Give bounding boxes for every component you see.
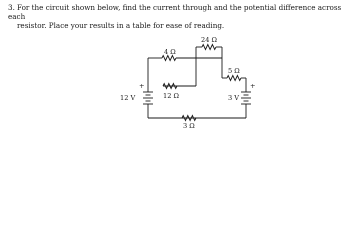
battery-12v-symbol [143, 92, 153, 104]
top-loop-wire [196, 47, 222, 58]
battery-3v-symbol [241, 92, 251, 104]
resistor-12-ohm-label: 12 Ω [163, 92, 179, 100]
battery-3v-plus: + [250, 82, 256, 90]
resistor-5-ohm-label: 5 Ω [228, 67, 240, 75]
resistor-12-ohm [163, 84, 177, 89]
resistor-4-ohm [162, 56, 176, 61]
resistor-3-ohm-label: 3 Ω [183, 122, 195, 130]
battery-12v-label: 12 V [120, 94, 136, 102]
resistor-24-ohm [202, 45, 216, 50]
resistor-24-ohm-label: 24 Ω [201, 36, 217, 44]
resistor-5-ohm [227, 76, 241, 81]
battery-12v-plus: + [139, 82, 145, 90]
problem-number: 3. [8, 3, 15, 12]
resistor-3-ohm [182, 116, 196, 121]
battery-3v-label: 3 V [228, 94, 240, 102]
resistor-4-ohm-label: 4 Ω [164, 48, 176, 56]
middle-branch-wire [163, 58, 196, 86]
problem-text-line-2: resistor. Place your results in a table for ease of reading. [17, 21, 225, 30]
problem-text-line-1: For the circuit shown below, find the current through and the potential difference across each [8, 3, 342, 21]
left-branch [148, 58, 196, 118]
